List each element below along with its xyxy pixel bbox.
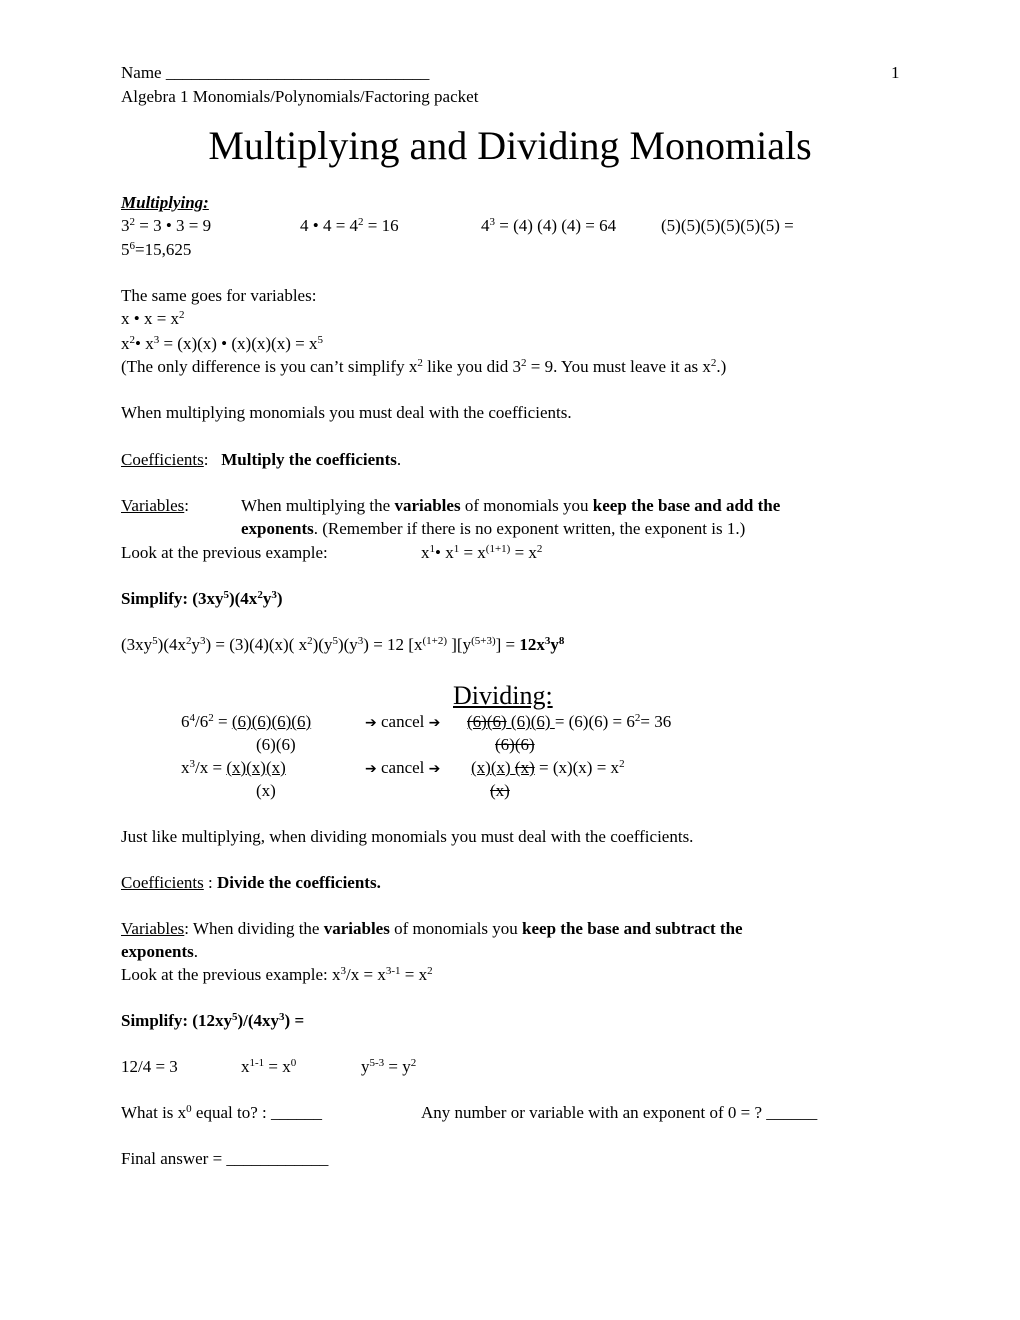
mult-var-rule-cont: exponents. (Remember if there is no exponent written, the exponent is 1.) <box>241 519 746 538</box>
div-simplify: Simplify: $(12xy^5)/(4xy^3)$ = <box>121 1011 305 1030</box>
right-arrow-icon: ➔ <box>428 715 441 731</box>
mult-coef-intro: When multiplying monomials you must deal with the coefficients. <box>121 403 572 422</box>
name-blank: _______________________________ <box>165 63 430 82</box>
div-result-2: (x)(x) $(x) = (x)(x) = x^2$ <box>471 758 625 777</box>
name-label: Name <box>121 63 162 82</box>
mult-example-4-result: $5^6=15,625$ <box>121 240 192 259</box>
question-x-zero: What is $x^0$ equal to? : ______ <box>121 1103 322 1122</box>
mult-example-3: $4^3 = (4)$ (4) (4) = 64 <box>481 216 617 235</box>
div-prev-example: Look at the previous example: $x^3/x = x^{3-1} = x^2$ <box>121 965 433 984</box>
name-line <box>121 63 429 83</box>
div-coef-rule: Coefficients : Divide the coefficients. <box>121 873 381 892</box>
page-number: 1 <box>891 63 900 82</box>
right-arrow-icon: ➔ <box>428 761 441 777</box>
right-arrow-icon: ➔ <box>365 761 377 777</box>
div-denominator-1: (6)(6) <box>256 735 296 754</box>
page-title: Multiplying and Dividing Monomials <box>208 123 812 168</box>
course-title: Algebra 1 Monomials/Polynomials/Factoring packet <box>121 87 479 106</box>
div-var-rule-cont: exponents. <box>121 942 198 961</box>
div-denominator-2: (x) <box>256 781 276 800</box>
right-arrow-icon: ➔ <box>365 715 377 731</box>
mult-prev-example: Look at the previous example: <box>121 543 328 562</box>
mult-solution: $(3xy^5)(4x^2y^3) = (3)(4)(x)$( $x^2)(y^5)(y^3) = 12$ [$x^{(1+2)}$ ]$[y^{(5+3)}] = 12x^3y^8$ <box>121 635 565 654</box>
div-result-1: (6)(6) $(6)(6) = (6)(6) = 6^2= 36$ <box>467 712 672 731</box>
div-example-1: $6^4/6^2 = (6)(6)(6)(6)$ <box>181 712 312 731</box>
mult-var-rule: When multiplying the variables of monomials you keep the base and add the <box>241 496 781 515</box>
mult-example-1: $3^2 = 3$ • 3 = 9 <box>121 216 212 235</box>
div-coef-intro: Just like multiplying, when dividing monomials you must deal with the coefficients. <box>121 827 694 846</box>
div-var-rule: Variables: When dividing the variables of monomials you keep the base and subtract the <box>121 919 743 938</box>
div-step-x: $x^{1-1} = x^0$ <box>241 1057 297 1076</box>
mult-example-2: 4 • $4 = 4^2 = 16$ <box>300 216 399 235</box>
div-struck-denominator-2: (x) <box>490 781 510 800</box>
dividing-heading: Dividing: <box>453 681 553 710</box>
var-note: (The only difference is you can’t simplify $x^2$ like you did $3^2 = 9$. You must leave it as $x^2$.) <box>121 357 727 376</box>
div-step-y: $y^{5-3} = y^2$ <box>361 1057 417 1076</box>
var-example-2: $x^2•$ $x^3 = (x)(x)$ • $(x)(x)(x) = x^5$ <box>121 334 323 353</box>
div-cancel-2: ➔ cancel ➔ <box>365 758 441 777</box>
div-struck-denominator-1: (6)(6) <box>495 735 535 754</box>
mult-coef-rule: Coefficients: Multiply the coefficients. <box>121 450 402 469</box>
mult-prev-formula: $x^1•$ $x^1 = x^{(1+1)} = x^2$ <box>421 543 543 562</box>
mult-var-label: Variables: <box>121 496 189 515</box>
question-zero-exponent: Any number or variable with an exponent of 0 = ? ______ <box>421 1103 818 1122</box>
mult-example-4: (5)(5)(5)(5)(5)(5) = <box>661 216 794 235</box>
mult-simplify: Simplify: $(3xy^5)(4x^2y^3)$ <box>121 589 283 608</box>
div-cancel-1: ➔ cancel ➔ <box>365 712 441 731</box>
same-for-variables: The same goes for variables: <box>121 286 317 305</box>
multiplying-heading: Multiplying: <box>121 193 209 212</box>
div-example-2: $x^3/x = (x)(x)(x)$ <box>181 758 286 777</box>
final-answer: Final answer = ____________ <box>121 1149 329 1168</box>
div-step-coefficients: 12/4 = 3 <box>121 1057 178 1076</box>
var-example-1: x • $x = x^2$ <box>121 309 185 328</box>
